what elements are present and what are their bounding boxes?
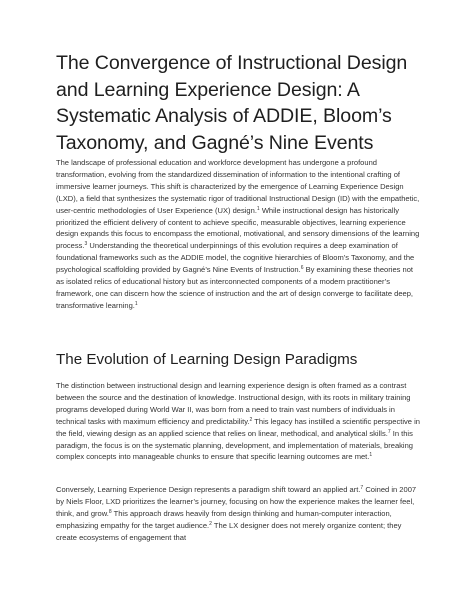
- section2-sentence-3: This approach draws heavily from design thinking and human-computer interaction, emphasizing empathy for the target audience.: [56, 508, 392, 530]
- footnote-ref[interactable]: 1: [256, 205, 260, 212]
- section-paragraph-1: [56, 380, 420, 463]
- section2-sentence-4: The LX designer does not merely organize content; they create ecosystems of engagement that: [56, 520, 402, 542]
- footnote-ref[interactable]: 2: [209, 520, 212, 527]
- footnote-ref[interactable]: 8: [108, 508, 112, 515]
- footnote-ref[interactable]: 1: [134, 300, 138, 307]
- section1-sentence-1: The distinction between instructional design and learning experience design is often framed as a contrast between the source and the destination of knowledge. Instructional design, with its roots in military training programs developed during World War II, was born from a need to train vast numbers of individuals in technical tasks with maximum efficiency and predictability.: [56, 381, 411, 426]
- footnote-ref[interactable]: 7: [360, 485, 364, 491]
- section1-sentence-3: In this paradigm, the focus is on the systematic planning, development, and implementation of materials, breaking complex concepts into manageable chunks to ensure that specific learning outcomes are met.: [56, 428, 413, 462]
- intro-sentence-1: The landscape of professional education and workforce development has undergone a profound transformation, evolving from the standardized dissemination of information to the intentional crafting of immersive learner journeys. This shift is characterized by the emergence of Learning Experience Design (LXD), a field that synthesizes the systematic rigor of traditional Instructional Design (ID) with the empathetic, user-centric methodologies of User Experience (UX) design.: [56, 158, 420, 215]
- intro-sentence-2: While instructional design has historically prioritized the efficient delivery of content to achieve specific, measurable objectives, learning experience design expands this focus to encompass the emotional, motivational, and sensory dimensions of the learning process.: [56, 205, 420, 251]
- footnote-ref[interactable]: 7: [387, 428, 391, 435]
- section2-sentence-1: Conversely, Learning Experience Design represents a paradigm shift toward an applied art.: [56, 485, 361, 494]
- footnote-ref[interactable]: 2: [249, 416, 253, 423]
- footnote-ref[interactable]: 6: [300, 265, 304, 272]
- section-heading: The Evolution of Learning Design Paradigms: [56, 351, 358, 368]
- intro-paragraph: [56, 157, 420, 312]
- footnote-ref[interactable]: 1: [369, 452, 373, 459]
- section-paragraph-2: [56, 484, 420, 544]
- intro-sentence-3: Understanding the theoretical underpinnings of this evolution requires a deep examination of foundational frameworks such as the ADDIE model, the cognitive hierarchies of Bloom’s Taxonomy, and the psychological scaffolding provided by Gagné’s Nine Events of Instruction.: [56, 241, 415, 275]
- intro-sentence-4: By examining these theories not as isolated relics of educational history but as interconnected components of a modern practitioner’s framework, one can discern how the science of instruction and the art of design converge to facilitate deep, transformative learning.: [56, 265, 414, 310]
- footnote-ref[interactable]: 3: [84, 241, 88, 248]
- section1-sentence-2: This legacy has instilled a scientific perspective in the field, viewing design as an applied science that relies on linear, methodical, and analytical skills.: [56, 416, 420, 438]
- section2-sentence-2: Coined in 2007 by Niels Floor, LXD prioritizes the learner’s journey, focusing on how the experience makes the learner feel, think, and grow.: [56, 485, 417, 518]
- document-title: The Convergence of Instructional Design and Learning Experience Design: A Systematic Analysis of ADDIE, Bloom’s Taxonomy, and Gagné’s Nine Events: [56, 52, 408, 154]
